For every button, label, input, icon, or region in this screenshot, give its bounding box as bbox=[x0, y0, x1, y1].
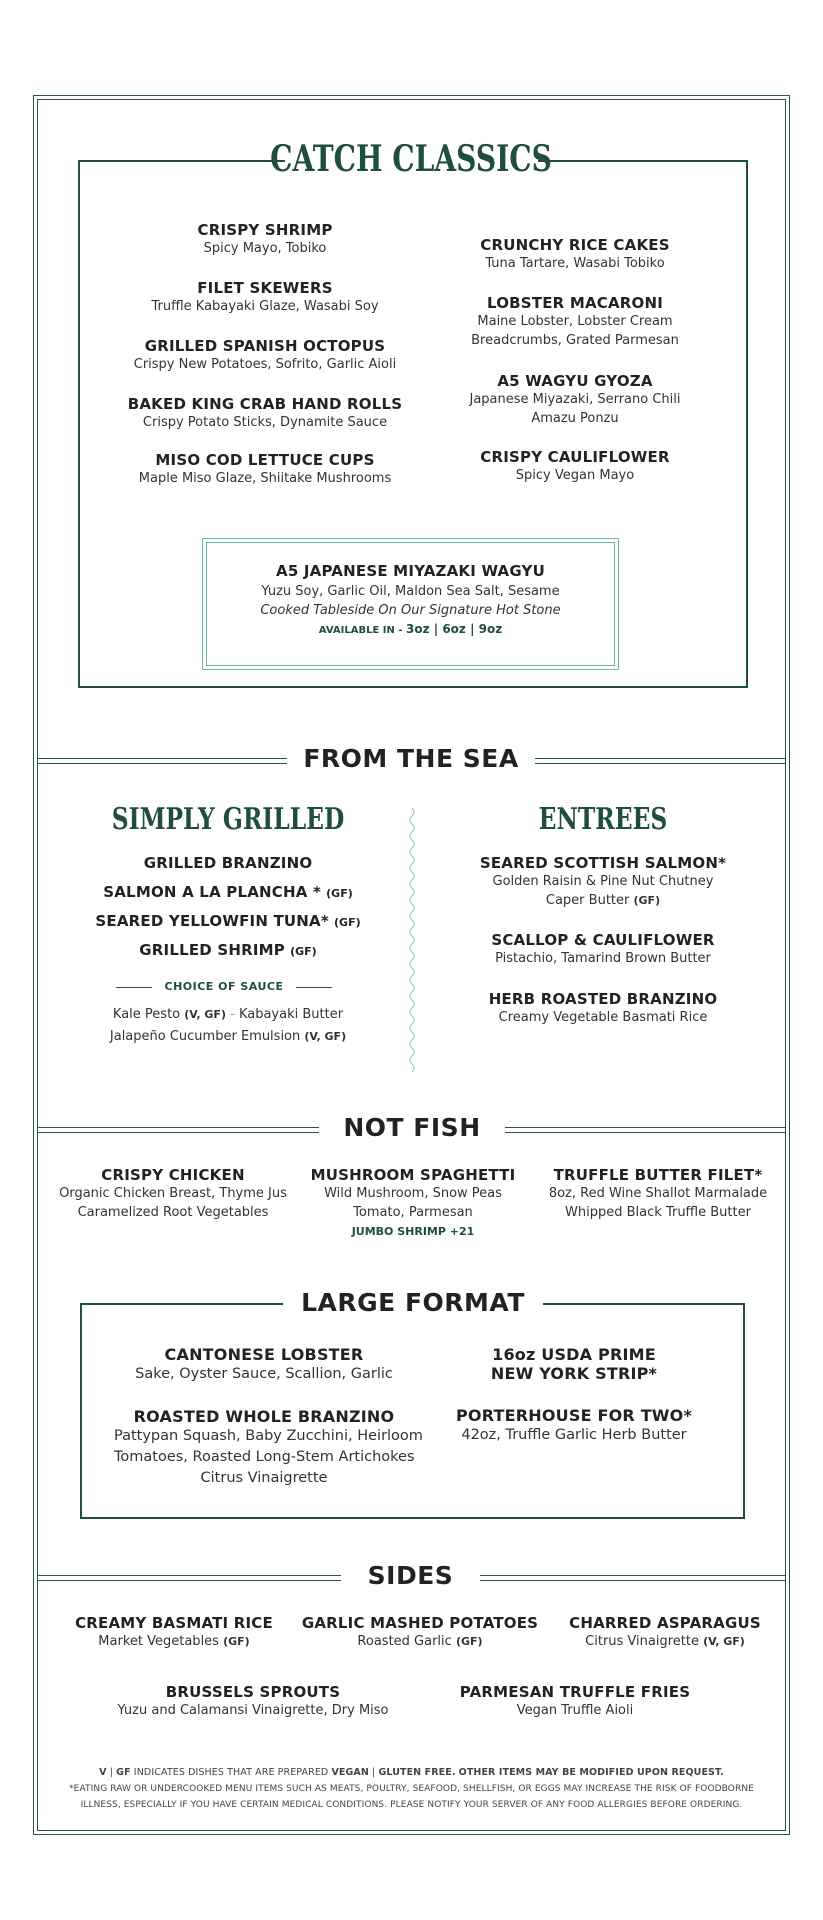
item-name: SALMON A LA PLANCHA * bbox=[103, 883, 322, 901]
simply-grilled-title: SIMPLY GRILLED bbox=[111, 802, 345, 837]
item-desc: Spicy Vegan Mayo bbox=[515, 468, 635, 483]
menu-item bbox=[115, 451, 415, 488]
sides-title: SIDES bbox=[367, 1561, 454, 1590]
menu-item bbox=[290, 1614, 550, 1651]
divider-line bbox=[480, 1575, 785, 1581]
menu-item bbox=[44, 1614, 304, 1651]
item-desc: Maine Lobster, Lobster Cream bbox=[477, 314, 673, 329]
large-format-title: LARGE FORMAT bbox=[301, 1288, 525, 1317]
menu-item bbox=[78, 853, 378, 872]
item-name: ROASTED WHOLE BRANZINO bbox=[133, 1407, 395, 1426]
menu-item bbox=[425, 372, 725, 428]
item-desc: Citrus Vinaigrette bbox=[200, 1470, 328, 1486]
item-name: CRISPY CAULIFLOWER bbox=[480, 448, 670, 466]
item-desc: Spicy Mayo, Tobiko bbox=[203, 241, 327, 256]
menu-item bbox=[78, 911, 378, 930]
diet-tag: (GF) bbox=[633, 894, 661, 907]
sauce-separator: - bbox=[230, 1007, 235, 1022]
item-name: CREAMY BASMATI RICE bbox=[75, 1614, 273, 1632]
item-desc: Breadcrumbs, Grated Parmesan bbox=[471, 333, 679, 348]
item-desc: Truffle Kabayaki Glaze, Wasabi Soy bbox=[151, 299, 379, 314]
menu-item bbox=[115, 395, 415, 432]
allergy-warning-line-2: ILLNESS, ESPECIALLY IF YOU HAVE CERTAIN MEDICAL CONDITIONS. PLEASE NOTIFY YOUR SERVER OF ANY FOOD ALLERGIES BEFORE ORDERING. bbox=[80, 1800, 743, 1810]
diet-tag: (GF) bbox=[455, 1635, 483, 1648]
diet-tag: (GF) bbox=[334, 916, 361, 929]
item-desc: 8oz, Red Wine Shallot Marmalade bbox=[548, 1186, 768, 1201]
legend-separator: | bbox=[372, 1767, 376, 1778]
menu-item bbox=[425, 294, 725, 350]
sauce-rule-left bbox=[116, 987, 152, 988]
item-name: CRISPY CHICKEN bbox=[101, 1166, 245, 1184]
item-name: BAKED KING CRAB HAND ROLLS bbox=[127, 395, 403, 413]
available-sizes: 3oz | 6oz | 9oz bbox=[406, 622, 503, 636]
item-desc: Citrus Vinaigrette bbox=[585, 1634, 699, 1649]
item-name: MISO COD LETTUCE CUPS bbox=[155, 451, 375, 469]
item-name: SEARED YELLOWFIN TUNA* bbox=[95, 912, 329, 930]
item-name: A5 JAPANESE MIYAZAKI WAGYU bbox=[276, 562, 545, 580]
item-name: LOBSTER MACARONI bbox=[486, 294, 664, 312]
item-desc: Sake, Oyster Sauce, Scallion, Garlic bbox=[135, 1366, 393, 1382]
divider-line bbox=[37, 758, 287, 764]
catch-classics-title: CATCH CLASSICS bbox=[270, 138, 552, 180]
menu-item bbox=[115, 221, 415, 258]
item-name: CANTONESE LOBSTER bbox=[164, 1345, 364, 1364]
item-desc: Pattypan Squash, Baby Zucchini, Heirloom bbox=[114, 1428, 423, 1444]
divider-line bbox=[535, 758, 785, 764]
legend-gluten-free: GLUTEN FREE. bbox=[378, 1767, 456, 1778]
menu-item bbox=[78, 882, 378, 901]
menu-item bbox=[424, 1345, 724, 1383]
sauce-line bbox=[78, 1029, 378, 1044]
item-desc: Organic Chicken Breast, Thyme Jus bbox=[59, 1186, 287, 1201]
menu-item bbox=[78, 940, 378, 959]
item-desc: Yuzu and Calamansi Vinaigrette, Dry Miso bbox=[117, 1703, 389, 1718]
divider-line bbox=[37, 1127, 319, 1133]
sauce-name: Jalapeño Cucumber Emulsion bbox=[109, 1029, 301, 1044]
item-name: PARMESAN TRUFFLE FRIES bbox=[459, 1683, 691, 1701]
wavy-divider bbox=[405, 808, 419, 1072]
menu-item bbox=[533, 1166, 783, 1222]
divider-line bbox=[37, 1575, 341, 1581]
wagyu-feature bbox=[202, 562, 619, 636]
sauce-name: Kabayaki Butter bbox=[238, 1007, 344, 1022]
divider-line bbox=[505, 1127, 785, 1133]
item-name: A5 WAGYU GYOZA bbox=[497, 372, 653, 390]
item-name: CRISPY SHRIMP bbox=[197, 221, 333, 239]
item-name: GRILLED SPANISH OCTOPUS bbox=[144, 337, 386, 355]
item-desc: Caper Butter bbox=[545, 893, 630, 908]
menu-item bbox=[48, 1166, 298, 1222]
sauce-rule-right bbox=[296, 987, 332, 988]
item-name: TRUFFLE BUTTER FILET* bbox=[553, 1166, 763, 1184]
item-desc: Crispy New Potatoes, Sofrito, Garlic Aioli bbox=[133, 357, 397, 372]
sauce-name: Kale Pesto bbox=[112, 1007, 181, 1022]
sauce-line bbox=[78, 1007, 378, 1022]
item-desc: Tomatoes, Roasted Long-Stem Artichokes bbox=[114, 1449, 415, 1465]
menu-item bbox=[453, 931, 753, 968]
menu-item bbox=[115, 337, 415, 374]
item-desc: Crispy Potato Sticks, Dynamite Sauce bbox=[142, 415, 388, 430]
legend-vegan: VEGAN bbox=[331, 1767, 369, 1778]
menu-item bbox=[114, 1345, 414, 1385]
entrees-title: ENTREES bbox=[538, 802, 668, 837]
diet-tag: (V, GF) bbox=[304, 1030, 347, 1043]
available-label: AVAILABLE IN - bbox=[318, 625, 403, 636]
diet-tag: (V, GF) bbox=[703, 1635, 745, 1648]
item-desc: Yuzu Soy, Garlic Oil, Maldon Sea Salt, Sesame bbox=[261, 584, 560, 599]
item-desc: Tuna Tartare, Wasabi Tobiko bbox=[485, 256, 665, 271]
item-name: SCALLOP & CAULIFLOWER bbox=[491, 931, 715, 949]
item-name: SEARED SCOTTISH SALMON* bbox=[479, 854, 727, 872]
item-note: Cooked Tableside On Our Signature Hot Stone bbox=[260, 603, 561, 618]
item-name: HERB ROASTED BRANZINO bbox=[488, 990, 718, 1008]
legend-text: INDICATES DISHES THAT ARE PREPARED bbox=[133, 1767, 329, 1778]
menu-item bbox=[420, 1683, 730, 1720]
item-name: GRILLED SHRIMP bbox=[139, 941, 285, 959]
menu-item bbox=[115, 279, 415, 316]
item-desc: Tomato, Parmesan bbox=[353, 1205, 473, 1220]
menu-item bbox=[288, 1166, 538, 1241]
legend-text-bold: OTHER ITEMS MAY BE MODIFIED UPON REQUEST. bbox=[458, 1767, 724, 1778]
item-desc: Roasted Garlic bbox=[357, 1634, 452, 1649]
legend-v: V bbox=[99, 1767, 107, 1778]
diet-legend bbox=[50, 1765, 773, 1781]
item-desc: Creamy Vegetable Basmati Rice bbox=[498, 1010, 708, 1025]
item-desc: Wild Mushroom, Snow Peas bbox=[324, 1186, 502, 1201]
item-desc: Amazu Ponzu bbox=[531, 411, 619, 426]
item-name: PORTERHOUSE FOR TWO* bbox=[455, 1406, 693, 1425]
legend-separator: | bbox=[109, 1767, 114, 1778]
item-name: CRUNCHY RICE CAKES bbox=[480, 236, 670, 254]
menu-item bbox=[535, 1614, 795, 1651]
item-desc: Maple Miso Glaze, Shiitake Mushrooms bbox=[138, 471, 392, 486]
diet-tag: (V, GF) bbox=[184, 1008, 226, 1021]
item-name: 16oz USDA PRIME bbox=[492, 1345, 656, 1364]
item-desc: 42oz, Truffle Garlic Herb Butter bbox=[461, 1427, 687, 1443]
item-name: NEW YORK STRIP* bbox=[490, 1364, 658, 1383]
menu-item bbox=[453, 990, 753, 1027]
from-the-sea-title: FROM THE SEA bbox=[303, 744, 519, 773]
item-name: FILET SKEWERS bbox=[197, 279, 333, 297]
item-name: GRILLED BRANZINO bbox=[143, 854, 313, 872]
item-desc: Caramelized Root Vegetables bbox=[77, 1205, 269, 1220]
not-fish-title: NOT FISH bbox=[343, 1113, 481, 1142]
allergy-warning-line-1: *EATING RAW OR UNDERCOOKED MENU ITEMS SUCH AS MEATS, POULTRY, SEAFOOD, SHELLFISH, OR EGGS MAY INCREASE THE RISK OF FOODBORNE bbox=[69, 1784, 754, 1794]
menu-item bbox=[424, 1406, 724, 1446]
item-name: CHARRED ASPARAGUS bbox=[569, 1614, 761, 1632]
legend-gf: GF bbox=[116, 1767, 131, 1778]
menu-item bbox=[98, 1683, 408, 1720]
item-name: MUSHROOM SPAGHETTI bbox=[310, 1166, 516, 1184]
item-desc: Market Vegetables bbox=[98, 1634, 219, 1649]
item-desc: Whipped Black Truffle Butter bbox=[565, 1205, 751, 1220]
menu-item bbox=[425, 448, 725, 485]
item-desc: Golden Raisin & Pine Nut Chutney bbox=[492, 874, 714, 889]
diet-tag: (GF) bbox=[223, 1635, 250, 1648]
diet-tag: (GF) bbox=[326, 887, 353, 900]
menu-item bbox=[453, 854, 753, 910]
choice-of-sauce-title: CHOICE OF SAUCE bbox=[164, 980, 284, 993]
item-desc: Japanese Miyazaki, Serrano Chili bbox=[469, 392, 681, 407]
menu-item bbox=[425, 236, 725, 273]
item-desc: Pistachio, Tamarind Brown Butter bbox=[495, 951, 711, 966]
item-desc: Vegan Truffle Aioli bbox=[516, 1703, 634, 1718]
item-name: GARLIC MASHED POTATOES bbox=[301, 1614, 539, 1632]
diet-tag: (GF) bbox=[290, 945, 317, 958]
menu-item bbox=[114, 1407, 423, 1489]
item-name: BRUSSELS SPROUTS bbox=[165, 1683, 341, 1701]
item-addon: JUMBO SHRIMP +21 bbox=[351, 1225, 475, 1238]
